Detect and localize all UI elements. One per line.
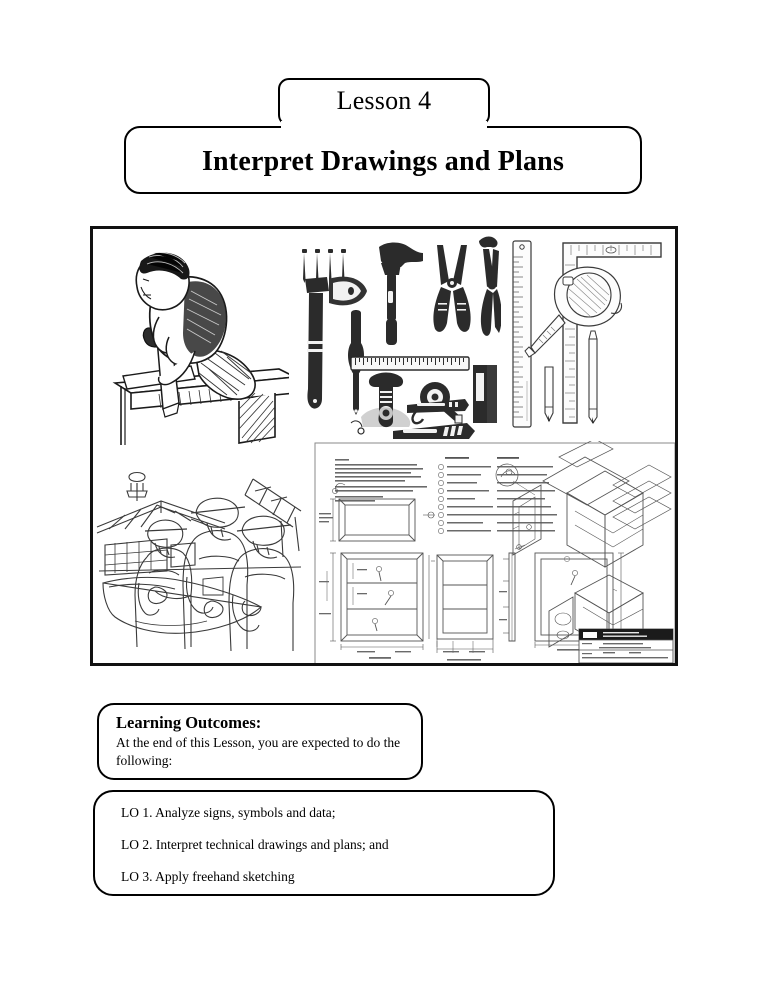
lesson-number-label: Lesson 4 — [336, 86, 432, 115]
lesson-header — [0, 0, 768, 210]
learning-outcomes-header-box — [97, 703, 423, 780]
learning-outcomes-heading: Learning Outcomes: — [116, 713, 262, 732]
lesson-title-box — [124, 126, 642, 194]
learning-outcome-item-1: LO 1. Analyze signs, symbols and data; — [121, 805, 336, 820]
learning-outcomes-intro: At the end of this Lesson, you are expected to do the following: — [116, 735, 401, 769]
tab-overlap-mask — [281, 121, 487, 130]
figure-panel-workers-blueprints — [95, 461, 311, 661]
lesson-figure-frame — [90, 226, 678, 666]
figure-panel-measuring-tools — [501, 231, 675, 439]
figure-panel-carpenter-sawing — [99, 233, 311, 451]
learning-outcome-item-3: LO 3. Apply freehand sketching — [121, 869, 295, 885]
figure-panel-hand-tools — [289, 231, 501, 439]
lesson-number-tab — [278, 78, 490, 126]
page-title: Interpret Drawings and Plans — [201, 146, 565, 177]
figure-collage — [93, 229, 675, 663]
figure-panel-technical-drawings — [313, 441, 677, 666]
learning-outcome-item-2: LO 2. Interpret technical drawings and plans; and — [121, 837, 389, 853]
learning-outcomes-list-box — [93, 790, 555, 896]
